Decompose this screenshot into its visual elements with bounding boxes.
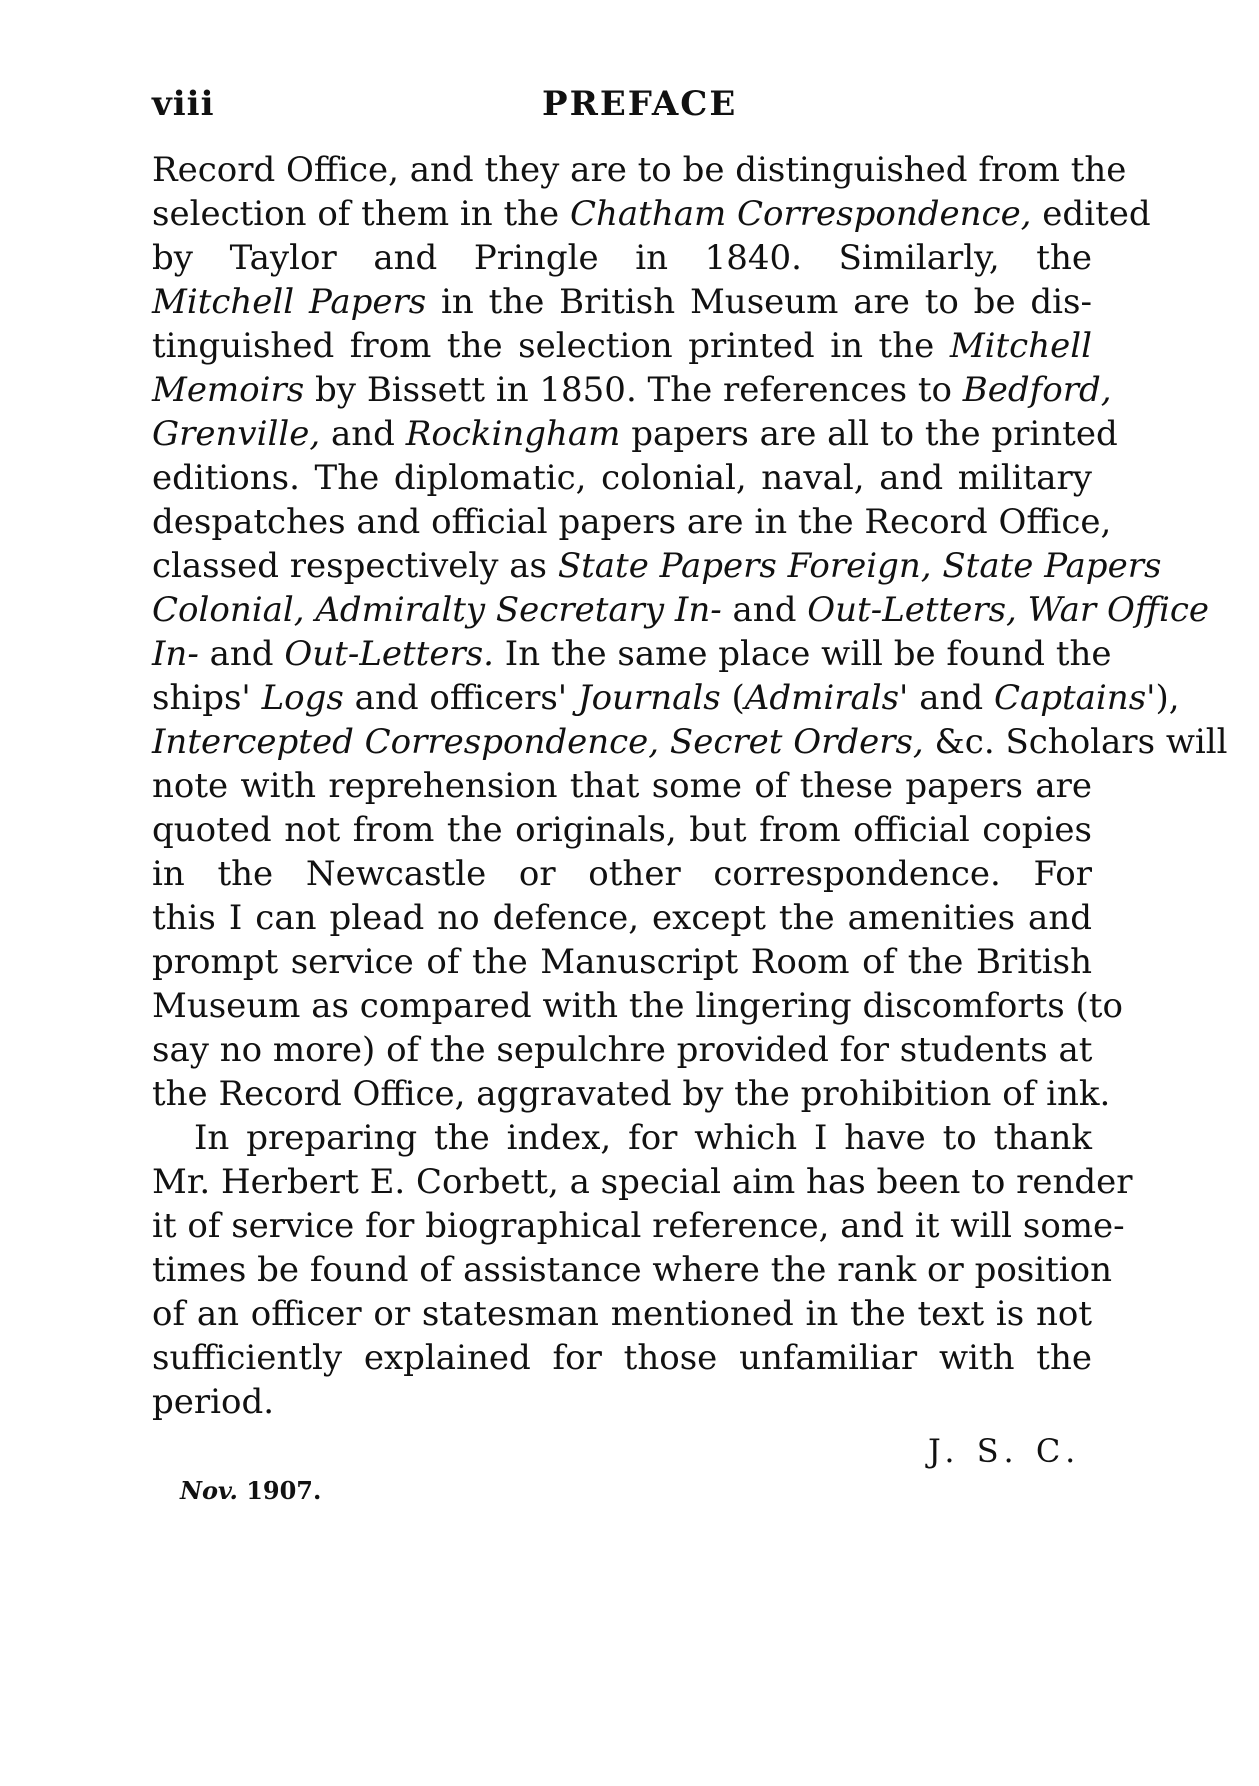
text-run: tinguished from the selection printed in the <box>152 326 950 366</box>
italic-title: Colonial, Admiralty Secretary In- <box>152 590 722 630</box>
text-run: period. <box>152 1382 275 1422</box>
text-run: Museum as compared with the lingering discomforts (to <box>152 986 1123 1026</box>
dateline-year: 1907. <box>237 1476 322 1505</box>
text-line <box>152 324 1092 368</box>
text-line <box>152 896 1092 940</box>
italic-title: Intercepted Correspondence, Secret Orders, <box>152 722 924 762</box>
preface-body <box>152 148 1228 1424</box>
italic-title: Journals <box>577 678 721 718</box>
text-run: editions. The diplomatic, colonial, naval, and military <box>152 458 1092 498</box>
text-line <box>152 412 1118 456</box>
italic-title: Captains' <box>993 678 1156 718</box>
text-run: ships' <box>152 678 262 718</box>
italic-title: Admirals' <box>744 678 909 718</box>
text-run: classed respectively as <box>152 546 558 586</box>
italic-title: Bedford, <box>962 370 1112 410</box>
text-run: prompt service of the Manuscript Room of the British <box>152 942 1092 982</box>
page-title: PREFACE <box>542 84 738 124</box>
italic-title: Out-Letters. <box>284 634 494 674</box>
text-line <box>152 280 1092 324</box>
text-line <box>152 984 1123 1028</box>
text-line <box>152 1380 1092 1424</box>
text-run: sufficiently explained for those unfamiliar with the <box>152 1338 1092 1378</box>
text-run: the Record Office, aggravated by the prohibition of ink. <box>152 1074 1111 1114</box>
italic-title: Mitchell Papers <box>152 282 427 322</box>
text-run: and officers' <box>343 678 578 718</box>
author-initials: J. S. C. <box>928 1432 1082 1470</box>
dateline <box>180 1476 321 1505</box>
italic-title: Grenville, <box>152 414 321 454</box>
text-line <box>152 1292 1092 1336</box>
text-line <box>152 588 1209 632</box>
text-run: ( <box>720 678 745 718</box>
text-run: say no more) of the sepulchre provided for students at <box>152 1030 1093 1070</box>
italic-title: Memoirs <box>152 370 305 410</box>
text-line <box>152 236 1092 280</box>
text-run: In preparing the index, for which I have to thank <box>194 1118 1092 1158</box>
text-line <box>152 1204 1125 1248</box>
text-line <box>152 632 1112 676</box>
dateline-month: Nov. <box>180 1476 238 1505</box>
text-line <box>152 852 1092 896</box>
text-line <box>152 500 1112 544</box>
text-line <box>152 676 1180 720</box>
text-run: this I can plead no defence, except the amenities and <box>152 898 1092 938</box>
text-run: note with reprehension that some of these papers are <box>152 766 1092 806</box>
text-run: Mr. Herbert E. Corbett, a special aim has been to render <box>152 1162 1133 1202</box>
italic-title: Rockingham <box>405 414 621 454</box>
text-run: times be found of assistance where the rank or position <box>152 1250 1113 1290</box>
text-line <box>152 148 1127 192</box>
text-line <box>152 544 1162 588</box>
text-line <box>152 192 1151 236</box>
text-line <box>152 1336 1092 1380</box>
italic-title: State Papers Foreign, State Papers <box>557 546 1162 586</box>
text-line <box>152 940 1092 984</box>
text-run: and <box>908 678 994 718</box>
page-number: viii <box>152 84 215 124</box>
text-line <box>152 1028 1092 1072</box>
text-run: despatches and official papers are in the Record Office, <box>152 502 1112 542</box>
text-line <box>152 456 1092 500</box>
text-line <box>152 764 1092 808</box>
text-run: and <box>320 414 406 454</box>
text-run: In the same place will be found the <box>493 634 1112 674</box>
text-run: edited <box>1031 194 1151 234</box>
text-run: ), <box>1155 678 1180 718</box>
text-line <box>152 1116 1092 1160</box>
italic-title: Chatham Correspondence, <box>569 194 1032 234</box>
italic-title: Out-Letters, War Office <box>807 590 1209 630</box>
text-run: selection of them in the <box>152 194 570 234</box>
text-run: papers are all to the printed <box>620 414 1118 454</box>
text-line <box>152 1160 1133 1204</box>
text-run: in the Newcastle or other correspondence. For <box>152 854 1092 894</box>
text-run: of an officer or statesman mentioned in the text is not <box>152 1294 1092 1334</box>
text-line <box>152 1248 1113 1292</box>
text-run: and <box>198 634 285 674</box>
text-run: it of service for biographical reference, and it will some- <box>152 1206 1125 1246</box>
text-run: by Taylor and Pringle in 1840. Similarly, the <box>152 238 1092 278</box>
text-run: Record Office, and they are to be distinguished from the <box>152 150 1127 190</box>
text-run: by Bissett in 1850. The references to <box>304 370 963 410</box>
italic-title: In- <box>152 634 199 674</box>
running-head <box>152 84 1092 134</box>
italic-title: Mitchell <box>949 326 1092 366</box>
text-line <box>152 368 1112 412</box>
text-run: in the British Museum are to be dis- <box>426 282 1092 322</box>
italic-title: Logs <box>261 678 344 718</box>
text-line <box>152 720 1228 764</box>
text-run: &c. Scholars will <box>923 722 1228 762</box>
text-line <box>152 1072 1111 1116</box>
text-run: and <box>721 590 808 630</box>
text-run: quoted not from the originals, but from official copies <box>152 810 1092 850</box>
text-line <box>152 808 1092 852</box>
